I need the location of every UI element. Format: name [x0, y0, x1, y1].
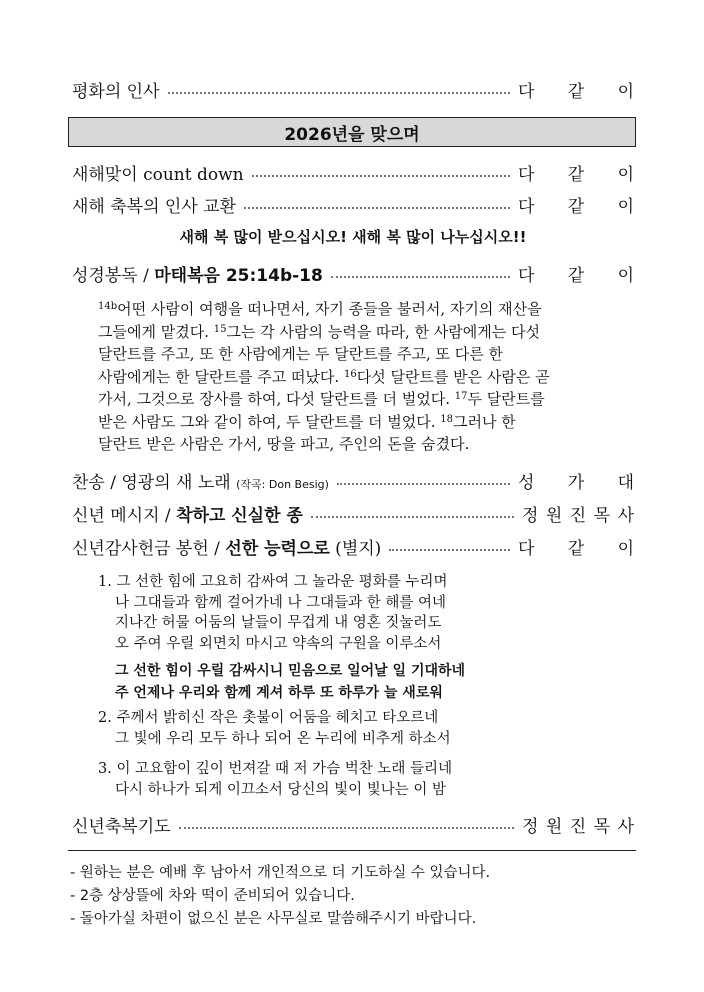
announcements — [70, 862, 636, 931]
lyric-line: 3. 이 고요함이 깊이 번져갈 때 저 가슴 벅찬 노래 들리네 — [98, 761, 453, 777]
order-item-leader: 정 원 진 목 사 — [522, 816, 634, 837]
order-item-leader: 다 같 이 — [518, 265, 634, 286]
scripture-line: 사람에게는 한 달란트를 주고 떠났다. $^{16}$다섯 달란트를 받은 사람은 곧 — [98, 367, 550, 386]
order-item-leader: 다 같 이 — [518, 196, 634, 217]
hymn-verse-3 — [98, 759, 618, 800]
verse-number: 17 — [454, 391, 468, 402]
order-item-label: 새해맞이 count down — [72, 164, 244, 185]
hymn-chorus — [98, 660, 618, 704]
order-item-peace — [72, 74, 634, 104]
order-item-label: 성경봉독 / 마태복음 25:14b-18 — [72, 265, 323, 286]
order-item-label: 평화의 인사 — [72, 81, 160, 102]
order-item-label: 찬송 / 영광의 새 노래 (작곡: Don Besig) — [72, 472, 329, 493]
order-item-label: 신년감사헌금 봉헌 / 선한 능력으로 (별지) — [72, 538, 382, 559]
scripture-text — [98, 298, 618, 456]
lyric-line: 나 그대들과 함께 걸어가네 나 그대들과 한 해를 여네 — [115, 594, 447, 611]
divider — [68, 850, 636, 851]
hymn-verse-2 — [98, 708, 618, 749]
scripture-line: 달란트를 주고, 또 한 사람에게는 두 달란트를 주고, 또 다른 한 — [98, 345, 503, 363]
leader-dots — [244, 207, 510, 209]
new-year-greeting: 새해 복 많이 받으십시오! 새해 복 많이 나누십시오!! — [179, 228, 527, 246]
verse-number: 14b — [98, 301, 118, 312]
order-item-reading — [72, 258, 634, 288]
leader-dots — [179, 827, 514, 829]
verse-number: 15 — [213, 323, 227, 335]
offering-hymn-title: 선한 능력으로 — [225, 538, 330, 559]
lyric-line: 1. 그 선한 힘에 고요히 감싸여 그 놀라운 평화를 누리며 — [98, 574, 448, 590]
scripture-line: 가서, 그것으로 장사를 하여, 다섯 달란트를 더 벌었다. $^{17}$두 달란트를 — [98, 390, 545, 408]
order-item-countdown — [72, 157, 634, 187]
chorus-line: 그 선한 힘이 우릴 감싸시니 믿음으로 일어날 일 기대하네 — [115, 663, 466, 679]
verse-number: 16 — [343, 368, 357, 380]
verse-number: 18 — [440, 413, 453, 425]
scripture-line: $^{14b}$어떤 사람이 여행을 떠나면서, 자기 종들을 불러서, 자기의 재산을 — [98, 300, 542, 318]
order-item-message — [72, 498, 634, 528]
order-item-label: 신년축복기도 — [72, 816, 171, 837]
section-banner: 2026년을 맞으며 — [68, 117, 636, 147]
order-item-anthem — [72, 465, 634, 495]
lyric-line: 다시 하나가 되게 이끄소서 당신의 빛이 빛나는 이 밤 — [115, 781, 447, 798]
order-item-leader: 다 같 이 — [518, 81, 634, 102]
leader-dots — [252, 175, 510, 177]
leader-dots — [331, 276, 510, 278]
sermon-title: 착하고 신실한 종 — [176, 505, 303, 526]
announcement-item: - 돌아가실 차편이 없으신 분은 사무실로 말씀해주시기 바랍니다. — [70, 911, 477, 927]
leader-dots — [337, 483, 510, 485]
order-item-greeting-exchange — [72, 189, 634, 219]
lyric-line: 오 주여 우릴 외면치 마시고 약속의 구원을 이루소서 — [115, 635, 442, 652]
order-item-blessing — [72, 809, 634, 839]
chorus-line: 주 언제나 우리와 함께 계셔 하루 또 하루가 늘 새로워 — [115, 685, 443, 701]
leader-dots — [389, 549, 510, 551]
order-item-offering — [72, 531, 634, 561]
lyric-line: 2. 주께서 밝히신 작은 촛불이 어둠을 헤치고 타오르네 — [98, 710, 439, 726]
scripture-line: 달란트 받은 사람은 가서, 땅을 파고, 주인의 돈을 숨겼다. — [98, 435, 470, 453]
order-item-label: 신년 메시지 / 착하고 신실한 종 — [72, 505, 303, 526]
composer-credit: (작곡: Don Besig) — [236, 477, 329, 491]
lyric-line: 그 빛에 우리 모두 하나 되어 온 누리에 비추게 하소서 — [115, 730, 451, 747]
scripture-reference: 마태복음 25:14b-18 — [154, 265, 323, 286]
hymn-verse-1 — [98, 572, 618, 654]
leader-dots — [168, 92, 510, 94]
scripture-line: 그들에게 맡겼다. $^{15}$그는 각 사람의 능력을 따라, 한 사람에게는 다섯 — [98, 322, 540, 341]
order-item-leader: 다 같 이 — [518, 538, 634, 559]
order-item-leader: 정 원 진 목 사 — [522, 505, 634, 526]
scripture-line: 받은 사람도 그와 같이 하여, 두 달란트를 더 벌었다. $^{18}$그러나 한 — [98, 412, 516, 431]
order-item-label: 새해 축복의 인사 교환 — [72, 196, 237, 217]
order-item-leader: 성 가 대 — [518, 472, 634, 493]
lyric-line: 지나간 허물 어둠의 날들이 무겁게 내 영혼 짓눌러도 — [115, 615, 442, 631]
order-item-leader: 다 같 이 — [518, 164, 634, 185]
announcement-item: - 2층 상상뜰에 차와 떡이 준비되어 있습니다. — [70, 888, 355, 904]
announcement-item: - 원하는 분은 예배 후 남아서 개인적으로 더 기도하실 수 있습니다. — [70, 865, 491, 881]
leader-dots — [311, 516, 514, 518]
